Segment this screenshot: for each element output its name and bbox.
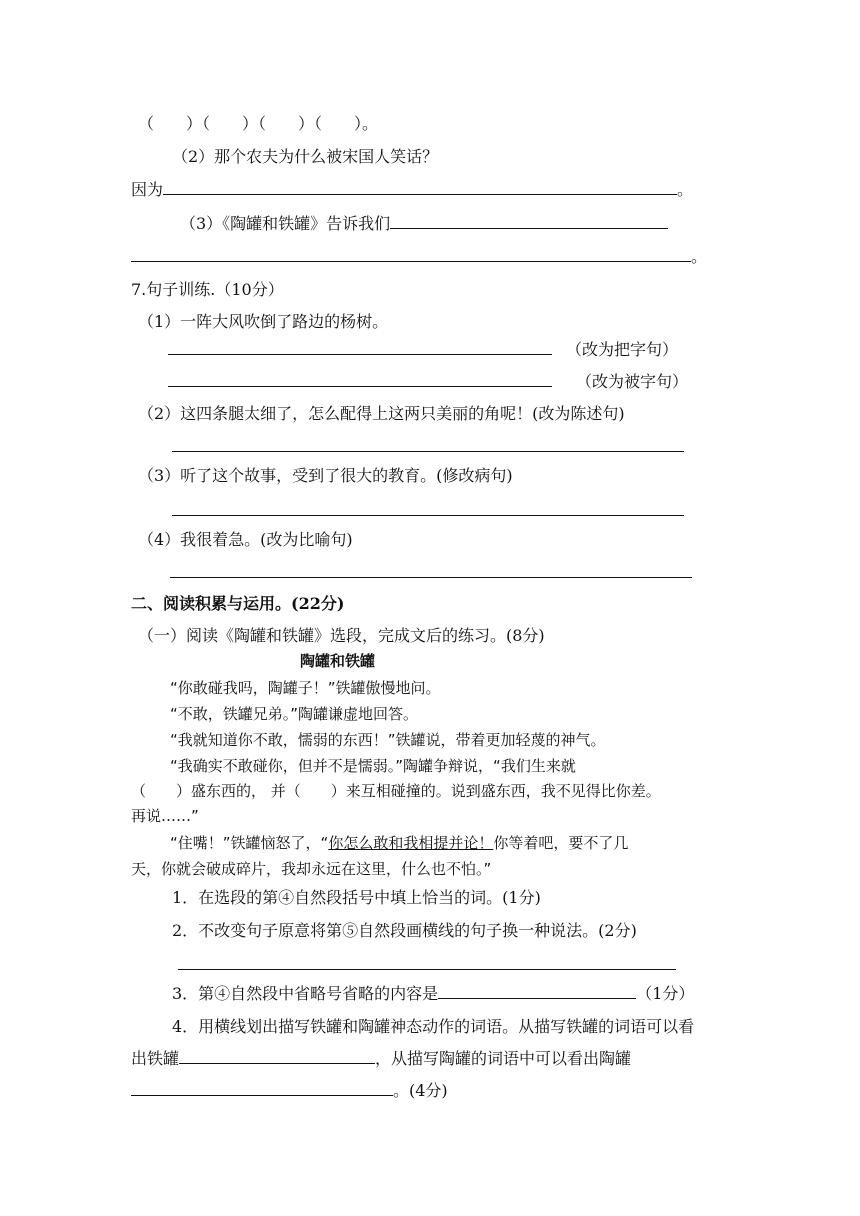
answer-blank[interactable] bbox=[168, 354, 552, 355]
instruction-ba-sentence: （改为把字句） bbox=[566, 340, 679, 359]
exercise-4-text: ，从描写陶罐的词语中可以看出陶罐 bbox=[375, 1049, 632, 1068]
exercise-4-score: 。(4分) bbox=[393, 1081, 448, 1100]
answer-blank[interactable] bbox=[172, 515, 684, 516]
passage-title: 陶罐和铁罐 bbox=[300, 652, 376, 670]
passage-paragraph-5b: 天，你就会破成碎片，我却永远在这里，什么也不怕。” bbox=[131, 860, 492, 878]
answer-blank[interactable] bbox=[170, 577, 692, 578]
question-6-3-text: （3）《陶罐和铁罐》告诉我们 bbox=[180, 214, 391, 233]
instruction-bei-sentence: （改为被字句） bbox=[576, 372, 689, 391]
answer-blank[interactable] bbox=[163, 180, 677, 195]
exercise-2: 2．不改变句子原意将第⑤自然段画横线的句子换一种说法。(2分) bbox=[172, 921, 637, 940]
answer-blank[interactable] bbox=[390, 214, 668, 229]
question-7-4: （4）我很着急。(改为比喻句) bbox=[138, 530, 353, 549]
answer-blank[interactable] bbox=[438, 984, 636, 999]
question-7-2: （2）这四条腿太细了，怎么配得上这两只美丽的角呢！(改为陈述句) bbox=[138, 404, 625, 423]
exercise-3-score: （1分） bbox=[636, 984, 695, 1003]
exercise-1: 1．在选段的第④自然段括号中填上恰当的词。(1分) bbox=[172, 888, 541, 907]
exercise-4-text: 出铁罐 bbox=[131, 1049, 180, 1068]
answer-blank[interactable] bbox=[172, 451, 684, 452]
answer-prefix: 因为 bbox=[131, 180, 164, 199]
answer-suffix: 。 bbox=[691, 247, 708, 266]
passage-paragraph-4c: 再说……” bbox=[131, 807, 199, 825]
answer-blank[interactable] bbox=[168, 386, 552, 387]
question-7-1: （1）一阵大风吹倒了路边的杨树。 bbox=[138, 312, 389, 331]
underlined-sentence: 你怎么敢和我相提并论！ bbox=[328, 834, 494, 852]
reading-part-1: （一）阅读《陶罐和铁罐》选段，完成文后的练习。(8分) bbox=[138, 626, 545, 645]
answer-blank[interactable] bbox=[178, 969, 676, 970]
passage-paragraph-3: “我就知道你不敢，懦弱的东西！”铁罐说，带着更加轻蔑的神气。 bbox=[170, 731, 606, 749]
answer-brackets: （ ）（ ）（ ）（ ）。 bbox=[138, 114, 379, 133]
passage-text: 你等着吧，要不了几 bbox=[493, 834, 629, 852]
passage-paragraph-4b: （ ）盛东西的， 并（ ）来互相碰撞的。说到盛东西，我不见得比你差。 bbox=[131, 782, 661, 800]
question-6-3 bbox=[180, 214, 668, 234]
exercise-3-text: 3．第④自然段中省略号省略的内容是 bbox=[172, 984, 439, 1003]
exercise-3 bbox=[172, 984, 694, 1004]
answer-suffix: 。 bbox=[677, 180, 694, 199]
passage-paragraph-2: “不敢，铁罐兄弟。”陶罐谦虚地回答。 bbox=[170, 705, 419, 723]
exercise-4b bbox=[131, 1049, 631, 1069]
answer-blank[interactable] bbox=[131, 247, 691, 262]
passage-text: “住嘴！”铁罐恼怒了，“ bbox=[170, 834, 329, 852]
answer-line-6-2 bbox=[131, 180, 693, 200]
exercise-4a: 4．用横线划出描写铁罐和陶罐神态动作的词语。从描写铁罐的词语可以看 bbox=[172, 1017, 695, 1036]
answer-blank[interactable] bbox=[179, 1049, 375, 1064]
passage-paragraph-4a: “我确实不敢碰你，但并不是懦弱。”陶罐争辩说，“我们生来就 bbox=[170, 757, 576, 775]
question-6-2: （2）那个农夫为什么被宋国人笑话？ bbox=[172, 147, 439, 166]
answer-line-6-3 bbox=[131, 247, 707, 267]
passage-paragraph-5a bbox=[170, 833, 628, 853]
answer-blank[interactable] bbox=[131, 1081, 393, 1096]
passage-paragraph-1: “你敢碰我吗，陶罐子！”铁罐傲慢地问。 bbox=[170, 679, 441, 697]
question-7-title: 7.句子训练.（10分） bbox=[131, 280, 284, 299]
section-2-title: 二、阅读积累与运用。(22分) bbox=[131, 594, 345, 613]
exercise-4c bbox=[131, 1081, 448, 1101]
question-7-3: （3）听了这个故事，受到了很大的教育。(修改病句) bbox=[138, 466, 513, 485]
